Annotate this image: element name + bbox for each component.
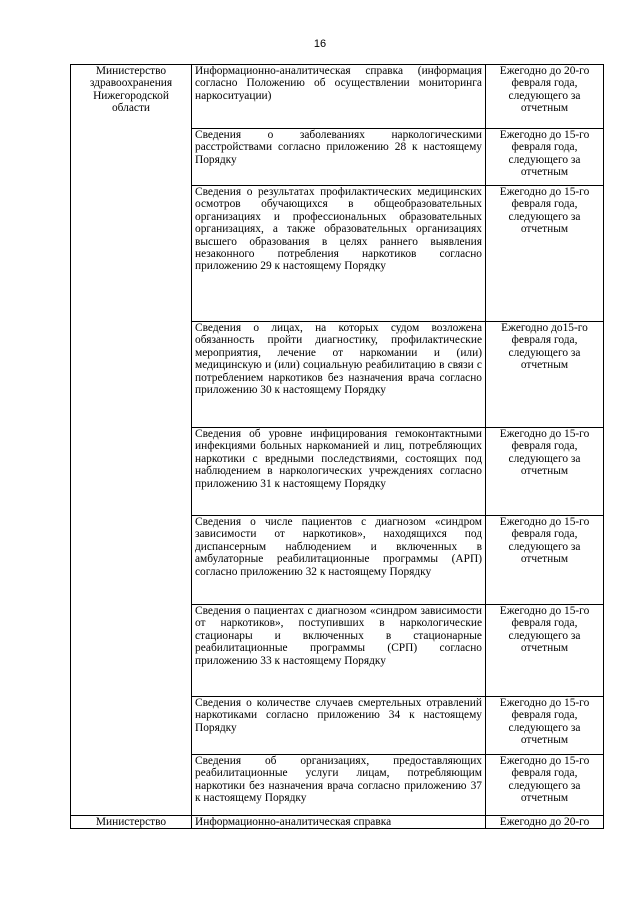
report-description: Сведения о пациентах с диагнозом «синдром зависимости от наркотиков», поступивших в наркологические стационары и включенных в стационарные реабилитационные программы (СРП) согласно приложению 33 к настоящему Порядку <box>195 605 482 667</box>
report-description: Сведения о лицах, на которых судом возложена обязанность пройти диагностику, профилактические мероприятия, лечение от наркомании и (или) медицинскую и (или) социальную реабилитацию в связи с потреблением наркотиков без назначения врача согласно приложению 30 к настоящему Порядку <box>195 322 482 397</box>
description-cell <box>192 65 486 129</box>
report-description: Сведения о числе пациентов с диагнозом «синдром зависимости от наркотиков», находящихся под диспансерным наблюдением и включенных в амбулаторные реабилитационные программы (АРП) согласно приложению 32 к настоящему Порядку <box>195 516 482 578</box>
description-cell <box>192 816 486 829</box>
monitoring-table <box>70 64 604 829</box>
description-cell <box>192 755 486 816</box>
organization-cell <box>71 816 192 829</box>
deadline-cell <box>486 129 604 186</box>
report-deadline: Ежегодно до 20-го февраля года, следующего за отчетным <box>499 65 590 115</box>
table-row <box>71 816 604 829</box>
report-deadline: Ежегодно до 15-го февраля года, следующего за отчетным <box>499 129 590 179</box>
report-deadline: Ежегодно до 15-го февраля года, следующего за отчетным <box>499 605 590 655</box>
report-deadline: Ежегодно до 20-го <box>499 816 590 828</box>
report-deadline: Ежегодно до 15-го февраля года, следующего за отчетным <box>499 755 590 805</box>
description-cell <box>192 605 486 697</box>
report-deadline: Ежегодно до 15-го февраля года, следующего за отчетным <box>499 186 590 236</box>
report-description: Сведения о количестве случаев смертельных отравлений наркотиками согласно приложению 34 к настоящему Порядку <box>195 697 482 734</box>
deadline-cell <box>486 605 604 697</box>
deadline-cell <box>486 755 604 816</box>
report-description: Сведения о результатах профилактических медицинских осмотров обучающихся в общеобразовательных организациях и профессиональных образовательных организациях, а также образовательных организациях высшего образования в целях раннего выявления незаконного потребления наркотиков согласно приложению 29 к настоящему Порядку <box>195 186 482 273</box>
description-cell <box>192 186 486 322</box>
deadline-cell <box>486 428 604 516</box>
description-cell <box>192 516 486 605</box>
description-cell <box>192 129 486 186</box>
report-deadline: Ежегодно до15-го февраля года, следующего за отчетным <box>501 322 588 372</box>
report-deadline: Ежегодно до 15-го февраля года, следующего за отчетным <box>499 428 590 478</box>
deadline-cell <box>486 516 604 605</box>
report-description: Сведения об организациях, предоставляющих реабилитационные услуги лицам, потребляющим наркотики без назначения врача согласно приложению 37 к настоящему Порядку <box>195 755 482 805</box>
organization-name: Министерство здравоохранения Нижегородской области <box>89 65 173 115</box>
description-cell <box>192 428 486 516</box>
organization-cell <box>71 65 192 816</box>
report-description: Информационно-аналитическая справка <box>195 816 392 828</box>
report-description: Информационно-аналитическая справка (информация согласно Положению об осуществлении мониторинга наркоситуации) <box>195 65 482 102</box>
table-row <box>71 65 604 129</box>
deadline-cell <box>486 186 604 322</box>
deadline-cell <box>486 697 604 755</box>
description-cell <box>192 697 486 755</box>
report-deadline: Ежегодно до 15-го февраля года, следующего за отчетным <box>499 516 590 566</box>
report-description: Сведения о заболеваниях наркологическими расстройствами согласно приложению 28 к настоящему Порядку <box>195 129 482 166</box>
page-number: 16 <box>313 38 327 50</box>
deadline-cell <box>486 322 604 428</box>
organization-name: Министерство <box>95 816 167 828</box>
report-description: Сведения об уровне инфицирования гемоконтактными инфекциями больных наркоманией и лиц, потребляющих наркотики с вредными последствиями, состоящих под наблюдением в наркологических учреждениях согласно приложению 31 к настоящему Порядку <box>195 428 482 490</box>
report-deadline: Ежегодно до 15-го февраля года, следующего за отчетным <box>499 697 590 747</box>
deadline-cell <box>486 65 604 129</box>
deadline-cell <box>486 816 604 829</box>
description-cell <box>192 322 486 428</box>
